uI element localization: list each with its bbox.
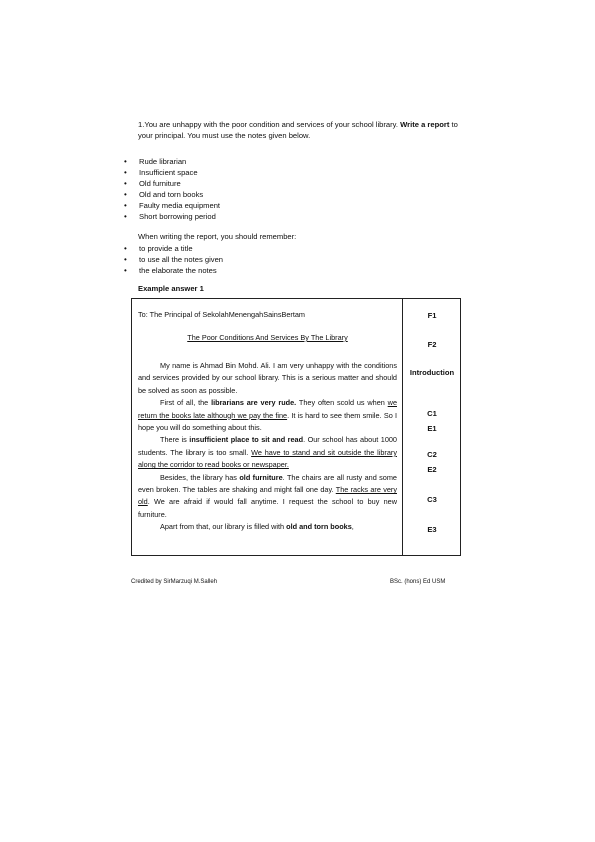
text-run: . Our school has about 1000 students. The library is too small. bbox=[138, 435, 397, 457]
underlined-run: we return the books late although we pay the fine bbox=[138, 398, 397, 420]
paragraph-old-books bbox=[138, 521, 397, 533]
note-item: • Insufficient space bbox=[124, 167, 220, 178]
bold-run: old and torn books bbox=[286, 522, 352, 532]
footer-credit: Credited by SirMarzuqi M.Salleh bbox=[131, 579, 218, 585]
label-c2: C2 bbox=[427, 450, 437, 459]
paragraph-rude-librarian bbox=[138, 397, 397, 434]
text-run: Besides, the library has bbox=[160, 472, 240, 482]
question-bold: Write a report bbox=[400, 120, 450, 129]
bold-run: insufficient place to sit and read bbox=[189, 435, 304, 445]
note-item: • Faulty media equipment bbox=[124, 200, 220, 211]
label-f2: F2 bbox=[427, 340, 437, 349]
question-prefix: 1.You are unhappy with the poor condition and services of your school library. bbox=[138, 120, 401, 129]
report-title: The Poor Conditions And Services By The Library bbox=[187, 333, 348, 342]
text-run: . We are afraid if would fall anytime. I request the school to buy new furniture. bbox=[138, 497, 397, 519]
note-item: • Rude librarian bbox=[124, 156, 220, 167]
label-e1: E1 bbox=[427, 424, 437, 433]
label-f1: F1 bbox=[427, 311, 437, 320]
answer-table bbox=[131, 298, 461, 556]
report-body bbox=[138, 360, 397, 534]
remember-list bbox=[124, 243, 223, 276]
remember-item: • the elaborate the notes bbox=[124, 265, 223, 276]
remember-intro: When writing the report, you should remember: bbox=[138, 232, 297, 241]
question-suffix: to your principal. You must use the notes given below. bbox=[138, 120, 458, 140]
note-item: • Old furniture bbox=[124, 178, 220, 189]
text-run: . It is hard to see them smile. So I hope you will do something about this. bbox=[138, 410, 397, 433]
footer-degree: BSc. (hons) Ed USM bbox=[390, 579, 446, 585]
underlined-run: The racks are very old bbox=[138, 485, 397, 507]
label-c3: C3 bbox=[427, 495, 437, 504]
paragraph-old-furniture bbox=[138, 472, 397, 522]
paragraph-insufficient-space bbox=[138, 434, 397, 471]
underlined-run: We have to stand and sit outside the library along the corridor to read books or newspaper. bbox=[138, 447, 397, 470]
remember-item: • to provide a title bbox=[124, 243, 223, 254]
label-introduction: Introduction bbox=[409, 368, 455, 377]
text-run: Apart from that, our library is filled with bbox=[160, 522, 287, 532]
label-e3: E3 bbox=[427, 525, 437, 534]
note-item: • Old and torn books bbox=[124, 189, 220, 200]
text-run: , bbox=[351, 522, 354, 532]
text-run: They often scold us when bbox=[296, 398, 388, 408]
question-text bbox=[138, 120, 460, 141]
label-e2: E2 bbox=[427, 465, 437, 474]
remember-item: • to use all the notes given bbox=[124, 254, 223, 265]
recipient-line: To: The Principal of SekolahMenengahSainsBertam bbox=[138, 310, 305, 319]
text-run: There is bbox=[160, 435, 190, 445]
text-run: . The chairs are all rusty and some even broken. The tables are shaking and might fall one day. bbox=[138, 472, 397, 495]
label-c1: C1 bbox=[427, 409, 437, 418]
example-heading: Example answer 1 bbox=[138, 284, 204, 293]
notes-list bbox=[124, 156, 220, 222]
bold-run: old furniture bbox=[239, 472, 283, 482]
text-run: First of all, the bbox=[160, 398, 212, 408]
paragraph-intro: My name is Ahmad Bin Mohd. Ali. I am very unhappy with the conditions and services provided by our school library. This is a serious matter and should be solved as soon as possible. bbox=[138, 361, 397, 395]
bold-run: librarians are very rude. bbox=[211, 398, 297, 408]
note-item: • Short borrowing period bbox=[124, 211, 220, 222]
